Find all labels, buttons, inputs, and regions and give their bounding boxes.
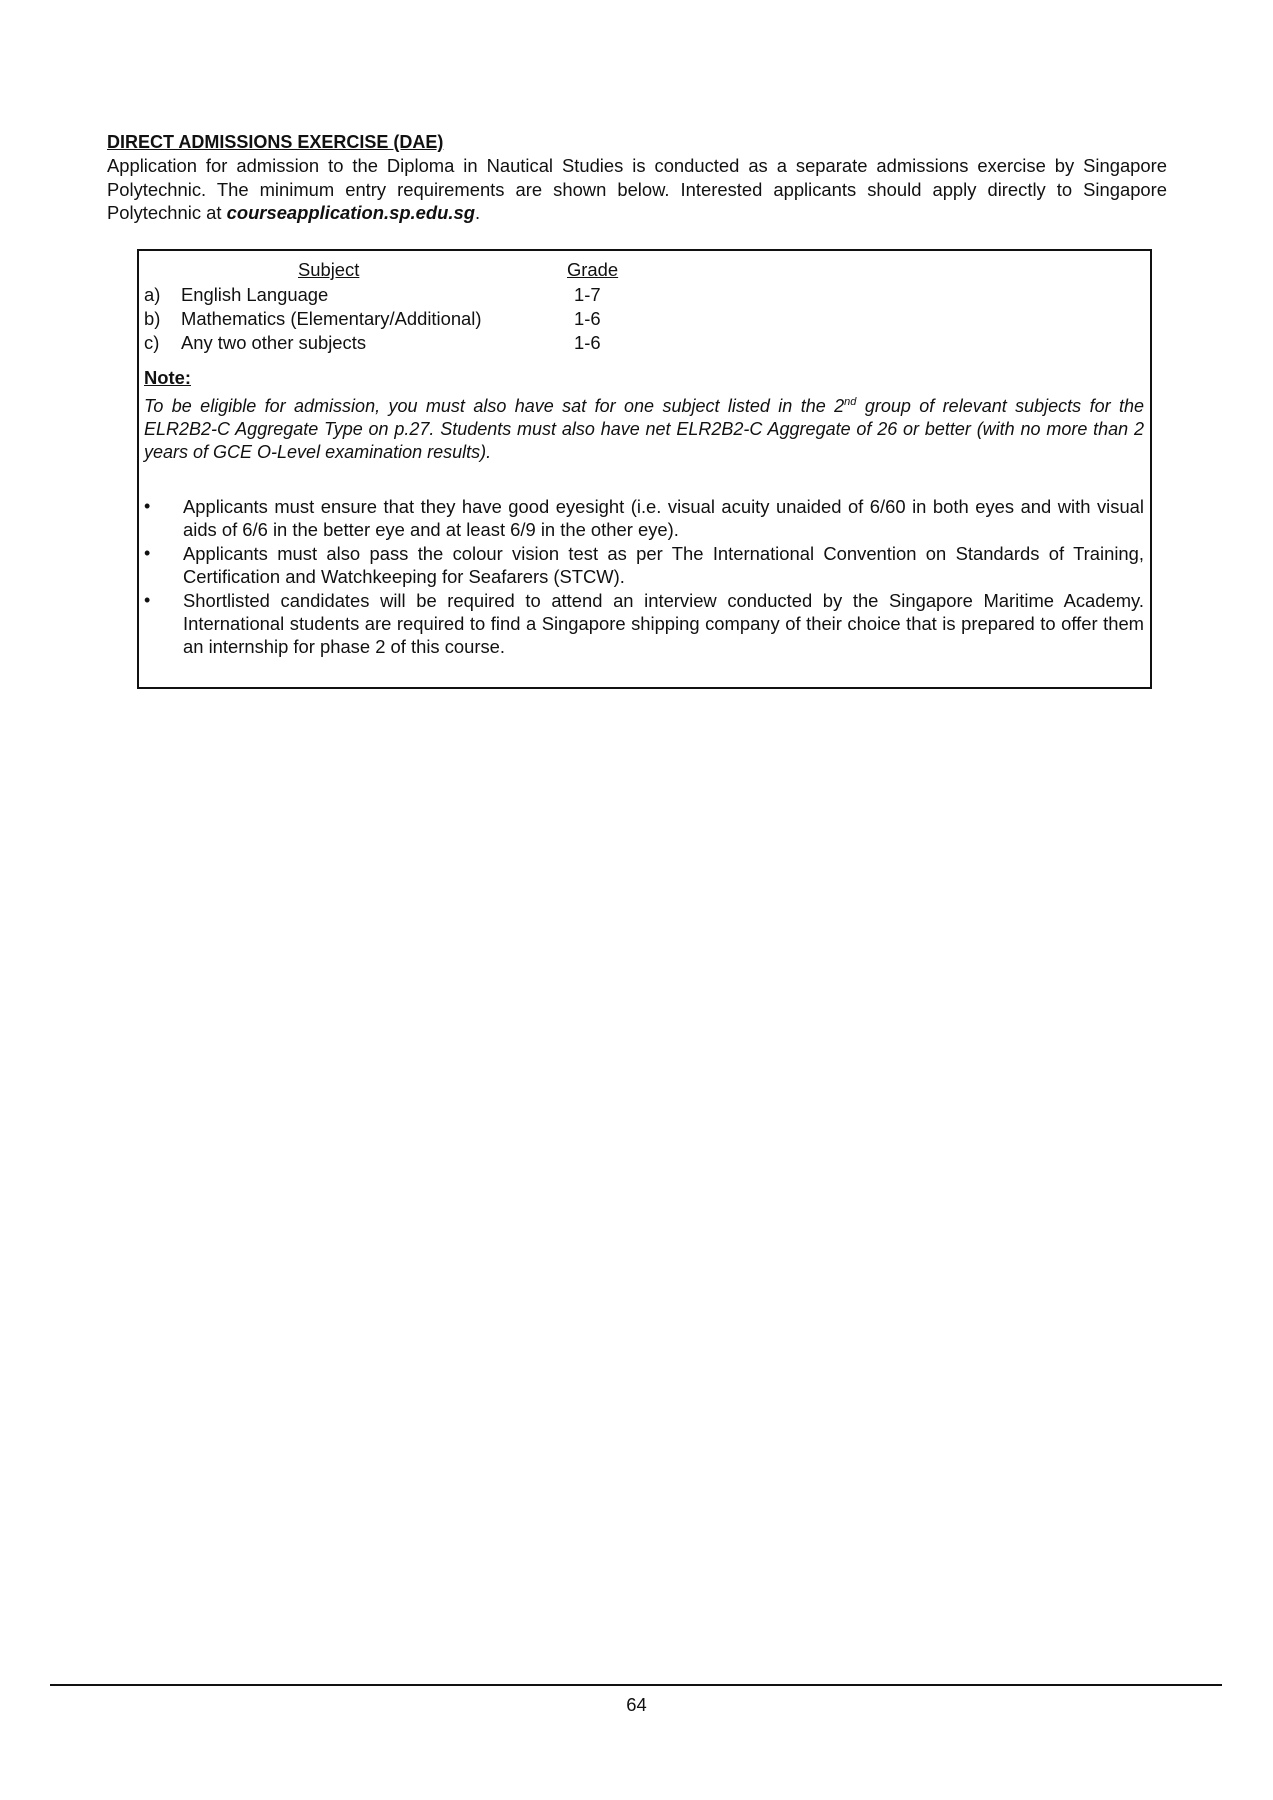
page-number: 64 xyxy=(626,1694,647,1715)
row-subject: Mathematics (Elementary/Additional) xyxy=(181,308,482,329)
row-subject: English Language xyxy=(181,284,329,305)
row-marker: c) xyxy=(144,332,160,353)
row-marker: a) xyxy=(144,284,161,305)
intro-paragraph xyxy=(107,154,1167,225)
application-website-link[interactable]: courseapplication.sp.edu.sg xyxy=(226,202,475,223)
subject-column-header: Subject xyxy=(298,259,360,280)
section-heading: DIRECT ADMISSIONS EXERCISE (DAE) xyxy=(107,132,444,152)
bullet-item xyxy=(144,542,1144,588)
row-marker: b) xyxy=(144,308,161,329)
bullet-text: Shortlisted candidates will be required to attend an interview conducted by the Singapore Maritime Academy. International students are required to find a Singapore shipping company of their choice that is prepared to offer them an internship for phase 2 of this course. xyxy=(183,590,1144,657)
requirement-row xyxy=(144,307,844,331)
row-subject: Any two other subjects xyxy=(181,332,367,353)
bullet-icon: • xyxy=(144,543,151,563)
note-label: Note: xyxy=(144,367,191,388)
intro-text-end: . xyxy=(474,202,481,223)
row-grade: 1-6 xyxy=(574,308,601,329)
footer-divider xyxy=(50,1684,1222,1686)
grade-column-header: Grade xyxy=(567,259,619,280)
note-superscript: nd xyxy=(844,396,857,408)
requirement-row xyxy=(144,283,844,307)
bullet-icon: • xyxy=(144,496,151,516)
note-text-part1: To be eligible for admission, you must also have sat for one subject listed in the 2 xyxy=(144,396,845,416)
bullet-icon: • xyxy=(144,590,151,610)
note-text-part2: group of relevant subjects for the ELR2B2-C Aggregate Type on p.27. Students must also have net ELR2B2-C Aggregate of 26 or better (with no more than 2 years of GCE O-Level examination results). xyxy=(144,396,1144,462)
row-grade: 1-6 xyxy=(574,332,601,353)
bullet-text: Applicants must ensure that they have good eyesight (i.e. visual acuity unaided of 6/60 in both eyes and with visual aids of 6/6 in the better eye and at least 6/9 in the other eye). xyxy=(183,496,1144,540)
requirements-bullet-list xyxy=(144,495,1144,659)
bullet-item xyxy=(144,495,1144,541)
intro-text: Application for admission to the Diploma in Nautical Studies is conducted as a separate admissions exercise by Singapore Polytechnic. The minimum entry requirements are shown below. Interested applicants should apply directly to Singapore Polytechnic at xyxy=(107,155,1167,223)
note-text xyxy=(144,395,1144,464)
requirement-row xyxy=(144,331,844,355)
bullet-item xyxy=(144,589,1144,658)
row-grade: 1-7 xyxy=(574,284,601,305)
bullet-text: Applicants must also pass the colour vision test as per The International Convention on Standards of Training, Certification and Watchkeeping for Seafarers (STCW). xyxy=(183,543,1144,587)
